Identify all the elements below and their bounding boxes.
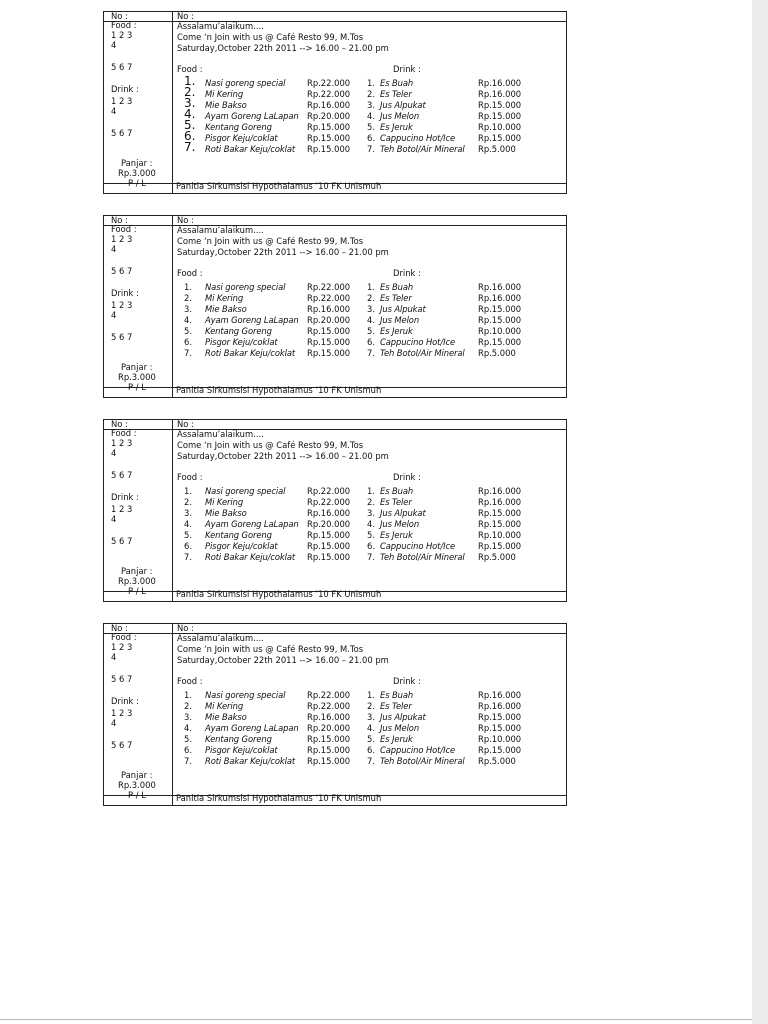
stub-panjar-value: Rp.3.000 xyxy=(118,372,156,382)
food-item-name: Mie Bakso xyxy=(205,304,247,314)
datetime-text: Saturday,October 22th 2011 --> 16.00 – 21.00 pm xyxy=(177,451,389,461)
stub-drink-label: Drink : xyxy=(111,84,139,94)
drink-item-num: 7. xyxy=(367,144,375,154)
stub-drink-numbers-2: 4 xyxy=(111,718,117,728)
food-item-num: 7. xyxy=(184,140,196,154)
food-item-price: Rp.15.000 xyxy=(307,552,351,562)
food-item-price: Rp.15.000 xyxy=(307,756,351,766)
food-item-price: Rp.22.000 xyxy=(307,293,351,303)
food-item-price: Rp.15.000 xyxy=(307,745,351,755)
food-item-num: 6. xyxy=(184,337,192,347)
stub-food-numbers-1: 1 2 3 xyxy=(111,30,133,40)
stub-food-numbers-2: 4 xyxy=(111,40,117,50)
header-divider xyxy=(104,429,566,430)
drink-item-price: Rp.5.000 xyxy=(478,348,516,358)
drink-item-num: 4. xyxy=(367,111,375,121)
drink-item-num: 2. xyxy=(367,293,375,303)
drink-item-num: 4. xyxy=(367,519,375,529)
coupon-card xyxy=(103,623,567,806)
drink-item-price: Rp.16.000 xyxy=(478,282,522,292)
food-item-num: 2. xyxy=(184,701,192,711)
stub-no-label: No : xyxy=(111,215,128,225)
drink-item-num: 3. xyxy=(367,712,375,722)
stub-food-numbers-3: 5 6 7 xyxy=(111,674,133,684)
drink-item-price: Rp.15.000 xyxy=(478,712,522,722)
food-item-num: 3. xyxy=(184,96,196,110)
stub-panjar-label: Panjar : xyxy=(121,362,153,372)
food-item-name: Ayam Goreng LaLapan xyxy=(205,519,299,529)
stub-divider xyxy=(172,12,173,193)
main-no-label: No : xyxy=(177,215,194,225)
invite-text: Come ‘n Join with us @ Café Resto 99, M.Tos xyxy=(177,32,364,42)
food-item-num: 1. xyxy=(184,690,192,700)
drink-heading: Drink : xyxy=(393,268,421,278)
food-heading: Food : xyxy=(177,676,203,686)
food-item-num: 4. xyxy=(184,107,196,121)
food-item-name: Mi Kering xyxy=(205,293,244,303)
food-item-num: 5. xyxy=(184,326,192,336)
drink-item-name: Jus Alpukat xyxy=(380,712,426,722)
stub-no-label: No : xyxy=(111,11,128,21)
drink-item-name: Teh Botol/Air Mineral xyxy=(380,756,465,766)
invite-text: Come ‘n Join with us @ Café Resto 99, M.Tos xyxy=(177,644,364,654)
stub-food-numbers-3: 5 6 7 xyxy=(111,470,133,480)
stub-drink-numbers-2: 4 xyxy=(111,310,117,320)
drink-item-name: Jus Melon xyxy=(380,519,420,529)
food-item-name: Pisgor Keju/coklat xyxy=(205,541,278,551)
stub-divider xyxy=(172,216,173,397)
datetime-text: Saturday,October 22th 2011 --> 16.00 – 21.00 pm xyxy=(177,247,389,257)
drink-heading: Drink : xyxy=(393,472,421,482)
food-item-price: Rp.15.000 xyxy=(307,734,351,744)
food-item-name: Roti Bakar Keju/coklat xyxy=(205,348,296,358)
food-item-num: 2. xyxy=(184,85,196,99)
drink-heading: Drink : xyxy=(393,64,421,74)
stub-drink-numbers-3: 5 6 7 xyxy=(111,536,133,546)
food-item-price: Rp.22.000 xyxy=(307,89,351,99)
invite-text: Come ‘n Join with us @ Café Resto 99, M.Tos xyxy=(177,236,364,246)
drink-item-name: Jus Melon xyxy=(380,315,420,325)
food-heading: Food : xyxy=(177,472,203,482)
drink-item-price: Rp.10.000 xyxy=(478,326,522,336)
stub-pl-label: P / L xyxy=(128,586,146,596)
drink-item-name: Es Jeruk xyxy=(380,326,413,336)
drink-item-name: Cappucino Hot/Ice xyxy=(380,337,456,347)
food-item-num: 2. xyxy=(184,497,192,507)
drink-item-num: 3. xyxy=(367,508,375,518)
drink-item-price: Rp.16.000 xyxy=(478,701,522,711)
drink-item-name: Jus Melon xyxy=(380,111,420,121)
greeting-text: Assalamu’alaikum.... xyxy=(177,21,264,31)
food-item-num: 4. xyxy=(184,315,192,325)
food-item-name: Nasi goreng special xyxy=(205,486,286,496)
drink-item-name: Cappucino Hot/Ice xyxy=(380,133,456,143)
drink-item-price: Rp.5.000 xyxy=(478,144,516,154)
food-item-name: Ayam Goreng LaLapan xyxy=(205,111,299,121)
food-item-name: Roti Bakar Keju/coklat xyxy=(205,144,296,154)
food-item-price: Rp.22.000 xyxy=(307,701,351,711)
stub-drink-numbers-3: 5 6 7 xyxy=(111,128,133,138)
drink-item-num: 3. xyxy=(367,100,375,110)
stub-no-label: No : xyxy=(111,623,128,633)
food-item-num: 7. xyxy=(184,756,192,766)
drink-item-num: 5. xyxy=(367,734,375,744)
stub-divider xyxy=(172,420,173,601)
stub-food-numbers-2: 4 xyxy=(111,244,117,254)
food-item-name: Kentang Goreng xyxy=(205,122,272,132)
food-item-num: 2. xyxy=(184,293,192,303)
header-divider xyxy=(104,633,566,634)
committee-text: Panitia Sirkumsisi Hypothalamus ’10 FK Unismuh xyxy=(176,385,382,395)
stub-drink-numbers-3: 5 6 7 xyxy=(111,332,133,342)
drink-item-price: Rp.16.000 xyxy=(478,78,522,88)
food-item-name: Mi Kering xyxy=(205,89,244,99)
drink-item-price: Rp.16.000 xyxy=(478,497,522,507)
stub-divider xyxy=(172,624,173,805)
food-item-name: Mie Bakso xyxy=(205,712,247,722)
food-item-name: Nasi goreng special xyxy=(205,78,286,88)
food-item-price: Rp.15.000 xyxy=(307,337,351,347)
food-item-name: Mie Bakso xyxy=(205,100,247,110)
drink-item-num: 3. xyxy=(367,304,375,314)
main-no-label: No : xyxy=(177,11,194,21)
food-item-name: Roti Bakar Keju/coklat xyxy=(205,756,296,766)
drink-item-name: Cappucino Hot/Ice xyxy=(380,745,456,755)
stub-food-label: Food : xyxy=(111,224,137,234)
food-item-price: Rp.20.000 xyxy=(307,519,351,529)
drink-item-price: Rp.16.000 xyxy=(478,89,522,99)
food-item-name: Mie Bakso xyxy=(205,508,247,518)
drink-item-num: 6. xyxy=(367,541,375,551)
food-item-price: Rp.15.000 xyxy=(307,122,351,132)
food-item-num: 6. xyxy=(184,541,192,551)
food-item-name: Kentang Goreng xyxy=(205,530,272,540)
coupon-card xyxy=(103,215,567,398)
food-item-num: 7. xyxy=(184,348,192,358)
drink-item-price: Rp.16.000 xyxy=(478,690,522,700)
header-divider xyxy=(104,225,566,226)
food-item-num: 3. xyxy=(184,508,192,518)
food-item-price: Rp.22.000 xyxy=(307,497,351,507)
stub-drink-numbers-2: 4 xyxy=(111,514,117,524)
food-item-price: Rp.16.000 xyxy=(307,304,351,314)
drink-item-name: Es Buah xyxy=(380,78,414,88)
drink-heading: Drink : xyxy=(393,676,421,686)
drink-item-num: 7. xyxy=(367,348,375,358)
stub-drink-numbers-1: 1 2 3 xyxy=(111,96,133,106)
greeting-text: Assalamu’alaikum.... xyxy=(177,429,264,439)
stub-food-label: Food : xyxy=(111,20,137,30)
food-item-num: 1. xyxy=(184,282,192,292)
food-item-num: 1. xyxy=(184,486,192,496)
stub-drink-numbers-1: 1 2 3 xyxy=(111,300,133,310)
stub-drink-numbers-3: 5 6 7 xyxy=(111,740,133,750)
drink-item-name: Es Buah xyxy=(380,282,414,292)
stub-food-numbers-1: 1 2 3 xyxy=(111,642,133,652)
drink-item-num: 5. xyxy=(367,326,375,336)
drink-item-price: Rp.10.000 xyxy=(478,530,522,540)
stub-food-numbers-1: 1 2 3 xyxy=(111,234,133,244)
drink-item-num: 1. xyxy=(367,690,375,700)
committee-text: Panitia Sirkumsisi Hypothalamus ’10 FK Unismuh xyxy=(176,589,382,599)
drink-item-name: Teh Botol/Air Mineral xyxy=(380,144,465,154)
stub-food-numbers-3: 5 6 7 xyxy=(111,62,133,72)
food-item-name: Mi Kering xyxy=(205,497,244,507)
drink-item-num: 7. xyxy=(367,756,375,766)
food-item-num: 7. xyxy=(184,552,192,562)
food-item-price: Rp.16.000 xyxy=(307,100,351,110)
header-divider xyxy=(104,21,566,22)
drink-item-num: 5. xyxy=(367,122,375,132)
stub-no-label: No : xyxy=(111,419,128,429)
committee-text: Panitia Sirkumsisi Hypothalamus ’10 FK Unismuh xyxy=(176,793,382,803)
drink-item-price: Rp.15.000 xyxy=(478,315,522,325)
drink-item-num: 7. xyxy=(367,552,375,562)
datetime-text: Saturday,October 22th 2011 --> 16.00 – 21.00 pm xyxy=(177,43,389,53)
greeting-text: Assalamu’alaikum.... xyxy=(177,225,264,235)
drink-item-price: Rp.10.000 xyxy=(478,122,522,132)
food-item-price: Rp.20.000 xyxy=(307,111,351,121)
stub-drink-numbers-1: 1 2 3 xyxy=(111,708,133,718)
food-item-price: Rp.15.000 xyxy=(307,144,351,154)
stub-food-numbers-3: 5 6 7 xyxy=(111,266,133,276)
greeting-text: Assalamu’alaikum.... xyxy=(177,633,264,643)
food-item-num: 5. xyxy=(184,118,196,132)
drink-item-name: Es Teler xyxy=(380,293,412,303)
drink-item-num: 1. xyxy=(367,486,375,496)
food-item-price: Rp.15.000 xyxy=(307,530,351,540)
main-no-label: No : xyxy=(177,419,194,429)
food-item-price: Rp.20.000 xyxy=(307,723,351,733)
stub-drink-label: Drink : xyxy=(111,696,139,706)
stub-pl-label: P / L xyxy=(128,790,146,800)
drink-item-name: Jus Melon xyxy=(380,723,420,733)
stub-food-label: Food : xyxy=(111,632,137,642)
stub-drink-label: Drink : xyxy=(111,288,139,298)
drink-item-num: 2. xyxy=(367,701,375,711)
stub-food-label: Food : xyxy=(111,428,137,438)
drink-item-name: Teh Botol/Air Mineral xyxy=(380,348,465,358)
food-item-name: Roti Bakar Keju/coklat xyxy=(205,552,296,562)
drink-item-name: Es Teler xyxy=(380,497,412,507)
stub-food-numbers-2: 4 xyxy=(111,652,117,662)
drink-item-num: 2. xyxy=(367,89,375,99)
committee-text: Panitia Sirkumsisi Hypothalamus ’10 FK Unismuh xyxy=(176,181,382,191)
food-item-num: 4. xyxy=(184,519,192,529)
stub-panjar-label: Panjar : xyxy=(121,566,153,576)
coupon-card xyxy=(103,11,567,194)
drink-item-name: Es Jeruk xyxy=(380,530,413,540)
stub-panjar-value: Rp.3.000 xyxy=(118,780,156,790)
food-item-num: 4. xyxy=(184,723,192,733)
stub-drink-numbers-2: 4 xyxy=(111,106,117,116)
food-item-num: 6. xyxy=(184,745,192,755)
food-item-price: Rp.22.000 xyxy=(307,282,351,292)
food-item-num: 3. xyxy=(184,304,192,314)
food-item-price: Rp.15.000 xyxy=(307,133,351,143)
food-item-price: Rp.16.000 xyxy=(307,508,351,518)
food-item-price: Rp.20.000 xyxy=(307,315,351,325)
page-bottom-rule xyxy=(0,1019,752,1020)
food-item-name: Kentang Goreng xyxy=(205,734,272,744)
food-item-name: Ayam Goreng LaLapan xyxy=(205,315,299,325)
stub-pl-label: P / L xyxy=(128,178,146,188)
drink-item-num: 1. xyxy=(367,282,375,292)
drink-item-price: Rp.10.000 xyxy=(478,734,522,744)
stub-pl-label: P / L xyxy=(128,382,146,392)
food-item-name: Kentang Goreng xyxy=(205,326,272,336)
drink-item-price: Rp.15.000 xyxy=(478,519,522,529)
food-heading: Food : xyxy=(177,268,203,278)
food-item-name: Mi Kering xyxy=(205,701,244,711)
drink-item-name: Es Buah xyxy=(380,486,414,496)
drink-item-num: 1. xyxy=(367,78,375,88)
drink-item-name: Jus Alpukat xyxy=(380,508,426,518)
stub-food-numbers-1: 1 2 3 xyxy=(111,438,133,448)
food-item-price: Rp.22.000 xyxy=(307,690,351,700)
invite-text: Come ‘n Join with us @ Café Resto 99, M.Tos xyxy=(177,440,364,450)
drink-item-price: Rp.5.000 xyxy=(478,756,516,766)
food-item-name: Ayam Goreng LaLapan xyxy=(205,723,299,733)
drink-item-price: Rp.15.000 xyxy=(478,133,522,143)
food-heading: Food : xyxy=(177,64,203,74)
stub-panjar-value: Rp.3.000 xyxy=(118,576,156,586)
food-item-num: 5. xyxy=(184,734,192,744)
drink-item-name: Es Teler xyxy=(380,701,412,711)
food-item-name: Nasi goreng special xyxy=(205,282,286,292)
drink-item-name: Teh Botol/Air Mineral xyxy=(380,552,465,562)
drink-item-name: Jus Alpukat xyxy=(380,100,426,110)
drink-item-price: Rp.5.000 xyxy=(478,552,516,562)
drink-item-price: Rp.15.000 xyxy=(478,723,522,733)
food-item-price: Rp.15.000 xyxy=(307,541,351,551)
food-item-name: Pisgor Keju/coklat xyxy=(205,133,278,143)
drink-item-price: Rp.15.000 xyxy=(478,100,522,110)
drink-item-name: Cappucino Hot/Ice xyxy=(380,541,456,551)
stub-panjar-label: Panjar : xyxy=(121,770,153,780)
datetime-text: Saturday,October 22th 2011 --> 16.00 – 21.00 pm xyxy=(177,655,389,665)
drink-item-price: Rp.15.000 xyxy=(478,337,522,347)
food-item-price: Rp.22.000 xyxy=(307,78,351,88)
food-item-name: Pisgor Keju/coklat xyxy=(205,337,278,347)
drink-item-num: 6. xyxy=(367,337,375,347)
drink-item-price: Rp.15.000 xyxy=(478,745,522,755)
stub-drink-label: Drink : xyxy=(111,492,139,502)
food-item-price: Rp.15.000 xyxy=(307,348,351,358)
drink-item-price: Rp.15.000 xyxy=(478,304,522,314)
drink-item-name: Es Jeruk xyxy=(380,122,413,132)
drink-item-num: 6. xyxy=(367,133,375,143)
food-item-num: 6. xyxy=(184,129,196,143)
food-item-num: 3. xyxy=(184,712,192,722)
drink-item-num: 6. xyxy=(367,745,375,755)
food-item-price: Rp.15.000 xyxy=(307,326,351,336)
drink-item-name: Es Teler xyxy=(380,89,412,99)
drink-item-price: Rp.16.000 xyxy=(478,293,522,303)
food-item-num: 1. xyxy=(184,74,196,88)
stub-panjar-label: Panjar : xyxy=(121,158,153,168)
drink-item-price: Rp.15.000 xyxy=(478,111,522,121)
stub-panjar-value: Rp.3.000 xyxy=(118,168,156,178)
main-no-label: No : xyxy=(177,623,194,633)
food-item-price: Rp.16.000 xyxy=(307,712,351,722)
stub-food-numbers-2: 4 xyxy=(111,448,117,458)
food-item-name: Nasi goreng special xyxy=(205,690,286,700)
drink-item-num: 4. xyxy=(367,723,375,733)
drink-item-name: Es Jeruk xyxy=(380,734,413,744)
drink-item-price: Rp.15.000 xyxy=(478,541,522,551)
coupon-card xyxy=(103,419,567,602)
stub-drink-numbers-1: 1 2 3 xyxy=(111,504,133,514)
food-item-name: Pisgor Keju/coklat xyxy=(205,745,278,755)
drink-item-num: 5. xyxy=(367,530,375,540)
drink-item-name: Es Buah xyxy=(380,690,414,700)
drink-item-name: Jus Alpukat xyxy=(380,304,426,314)
food-item-price: Rp.22.000 xyxy=(307,486,351,496)
drink-item-num: 2. xyxy=(367,497,375,507)
food-item-num: 5. xyxy=(184,530,192,540)
drink-item-num: 4. xyxy=(367,315,375,325)
drink-item-price: Rp.16.000 xyxy=(478,486,522,496)
drink-item-price: Rp.15.000 xyxy=(478,508,522,518)
